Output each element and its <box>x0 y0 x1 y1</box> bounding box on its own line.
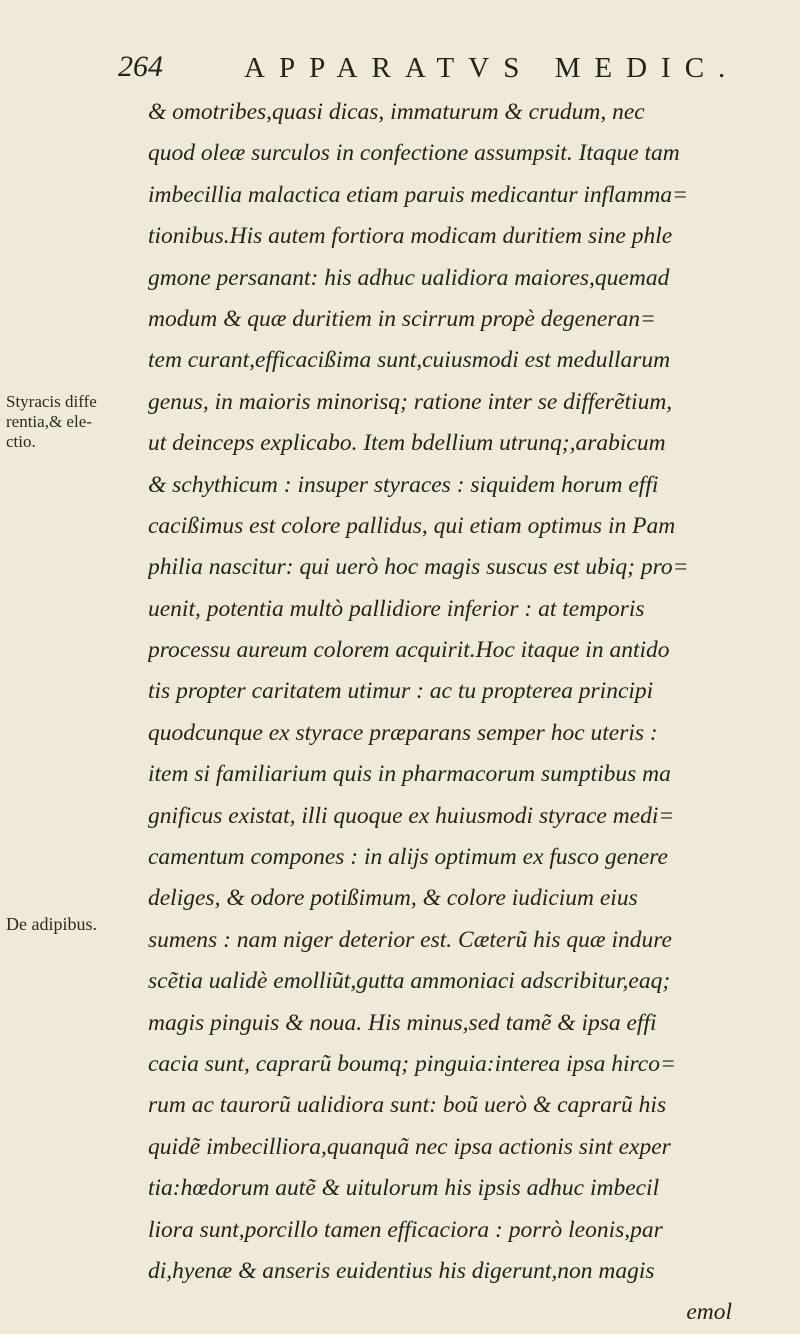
text-line: & omotribes,quasi dicas, immaturum & crudum, nec <box>148 99 645 125</box>
text-line: gnificus existat, illi quoque ex huiusmodi styrace medi= <box>148 802 675 829</box>
page-header <box>118 46 740 86</box>
text-line: uenit, potentia multò pallidiore inferior : at temporis <box>148 595 645 622</box>
text-line: processu aureum colorem acquirit.Hoc itaque in antido <box>148 637 670 664</box>
text-line: quod oleæ surculos in confectione assumpsit. Itaque tam <box>148 140 680 167</box>
marginal-note-line: ctio. <box>6 432 36 451</box>
text-line: gmone persanant: his adhuc ualidiora maiores,quemad <box>148 264 670 291</box>
page-number: 264 <box>118 50 163 83</box>
text-line: liora sunt,porcillo tamen efficaciora : porrò leonis,par <box>148 1216 663 1243</box>
marginal-note-line: Styracis diffe <box>6 392 97 411</box>
text-line: modum & quæ duritiem in scirrum propè degeneran= <box>148 305 656 332</box>
text-line: ut deinceps explicabo. Item bdellium utrunq;,arabicum <box>148 430 666 457</box>
text-line: deliges, & odore potißimum, & colore iudicium eius <box>148 885 638 912</box>
text-line: tia:hœdorum autẽ & uitulorum his ipsis adhuc imbecil <box>148 1175 660 1202</box>
text-line: tem curant,efficacißima sunt,cuiusmodi est medullarum <box>148 347 671 374</box>
text-line: sumens : nam niger deterior est. Cæterũ his quæ indure <box>148 926 672 953</box>
text-line: rum ac taurorũ ualidiora sunt: boũ uerò & caprarũ his <box>148 1092 667 1119</box>
text-line: tionibus.His autem fortiora modicam duritiem sine phle <box>148 223 673 250</box>
text-line: & schythicum : insuper styraces : siquidem horum effi <box>148 471 659 498</box>
text-line: camentum compones : in alijs optimum ex fusco genere <box>148 844 668 871</box>
text-line: scẽtia ualidè emolliũt,gutta ammoniaci adscribitur,eaq; <box>148 968 671 995</box>
text-line: quodcunque ex styrace præparans semper hoc uteris : <box>148 719 658 746</box>
marginal-note-line: rentia,& ele- <box>6 412 92 431</box>
marginal-note-fats <box>6 914 97 934</box>
marginal-note-line: De adipibus. <box>6 914 97 934</box>
text-line: magis pinguis & noua. His minus,sed tamẽ & ipsa effi <box>148 1009 657 1036</box>
text-line: genus, in maioris minorisq; ratione inter se differẽtium, <box>148 388 673 415</box>
text-line: cacißimus est colore pallidus, qui etiam optimus in Pam <box>148 512 676 539</box>
text-line: item si familiarium quis in pharmacorum sumptibus ma <box>148 761 671 788</box>
text-line: quidẽ imbecilliora,quanquã nec ipsa actionis sint exper <box>148 1133 671 1160</box>
text-line: cacia sunt, caprarũ boumq; pinguia:interea ipsa hirco= <box>148 1050 676 1077</box>
catchword: emol <box>686 1299 732 1326</box>
body-text <box>148 92 788 1334</box>
text-line: philia nascitur: qui uerò hoc magis suscus est ubiq; pro= <box>148 554 689 581</box>
text-line: tis propter caritatem utimur : ac tu propterea principi <box>148 678 654 705</box>
running-title: APPARATVS MEDIC. <box>244 52 740 84</box>
marginal-note-styrax <box>6 392 97 452</box>
text-line: imbecillia malactica etiam paruis medicantur inflamma= <box>148 181 688 208</box>
text-line: di,hyenæ & anseris euidentius his digerunt,non magis <box>148 1257 655 1284</box>
